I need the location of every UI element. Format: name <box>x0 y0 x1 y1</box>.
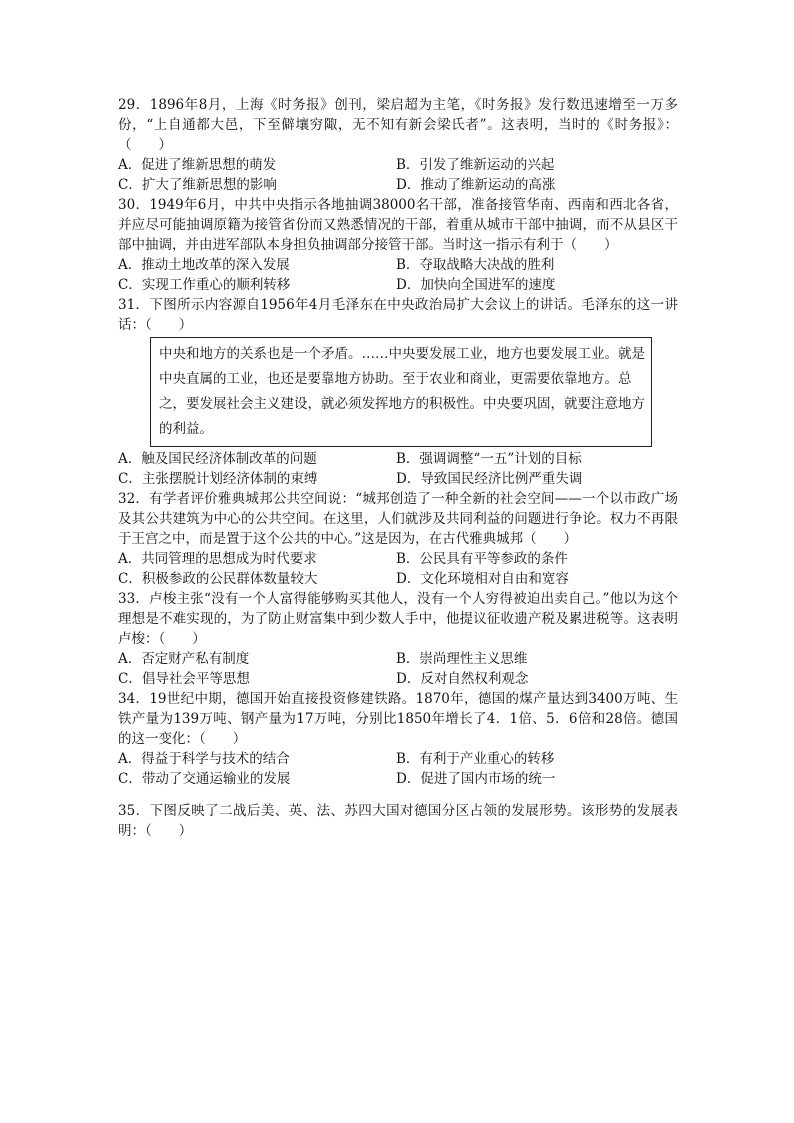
option-a: A．共同管理的思想成为时代要求 <box>118 551 317 567</box>
option-c: C．扩大了维新思想的影响 <box>118 177 277 193</box>
question-stem: 31．下图所示内容源自1956年4月毛泽东在中央政治局扩大会议上的讲话。毛泽东的这一讲话：（ ） <box>118 297 678 333</box>
question-34 <box>118 689 678 789</box>
question-31 <box>118 295 678 489</box>
option-c: C．实现工作重心的顺利转移 <box>118 277 291 293</box>
option-a: A．否定财产私有制度 <box>118 651 250 667</box>
option-b: B．有利于产业重心的转移 <box>396 751 555 767</box>
exam-page <box>118 95 678 841</box>
question-30 <box>118 195 678 295</box>
question-stem: 32．有学者评价雅典城邦公共空间说：“城邦创造了一种全新的社会空间——一个以市政广场及其公共建筑为中心的公共空间。在这里，人们就涉及共同利益的问题进行争论。权力不再限于王宫之中，而是置于这个公共的中心。”这是因为，在古代雅典城邦（ ） <box>118 491 678 547</box>
option-c: C．倡导社会平等思想 <box>118 671 250 687</box>
options <box>118 255 678 295</box>
question-33 <box>118 589 678 689</box>
option-b: B．引发了维新运动的兴起 <box>396 157 555 173</box>
option-c: C．主张摆脱计划经济体制的束缚 <box>118 471 318 487</box>
option-b: B．强调调整“一五”计划的目标 <box>396 451 582 467</box>
question-35 <box>118 801 678 841</box>
question-stem: 34．19世纪中期，德国开始直接投资修建铁路。1870年，德国的煤产量达到3400万吨、生铁产量为139万吨、钢产量为17万吨，分别比1850年增长了4．1倍、5．6倍和28倍。德国的这一变化：（ ） <box>118 691 678 747</box>
option-d: D．导致国民经济比例严重失调 <box>396 471 583 487</box>
option-c: C．带动了交通运输业的发展 <box>118 771 291 787</box>
option-d: D．加快向全国进军的速度 <box>396 277 556 293</box>
option-a: A．得益于科学与技术的结合 <box>118 751 290 767</box>
option-a: A．促进了维新思想的萌发 <box>118 157 277 173</box>
question-stem: 33．卢梭主张“没有一个人富得能够购买其他人，没有一个人穷得被迫出卖自己。”他以为这个理想是不难实现的，为了防止财富集中到少数人手中，他提议征收遗产税及累进税等。这表明卢梭：（ ） <box>118 591 678 647</box>
options <box>118 155 678 195</box>
options <box>118 749 678 789</box>
option-c: C．积极参政的公民群体数量较大 <box>118 571 318 587</box>
option-b: B．崇尚理性主义思维 <box>396 651 528 667</box>
options <box>118 649 678 689</box>
option-d: D．反对自然权利观念 <box>396 671 529 687</box>
question-32 <box>118 489 678 589</box>
question-stem: 35．下图反映了二战后美、英、法、苏四大国对德国分区占领的发展形势。该形势的发展表明：（ ） <box>118 803 678 839</box>
option-a: A．推动土地改革的深入发展 <box>118 257 290 273</box>
question-29 <box>118 95 678 195</box>
option-a: A．触及国民经济体制改革的问题 <box>118 451 317 467</box>
option-d: D．推动了维新运动的高涨 <box>396 177 556 193</box>
question-stem: 30．1949年6月，中共中央指示各地抽调38000名干部，准备接管华南、西南和西北各省，并应尽可能抽调原籍为接管省份而又熟悉情况的干部，着重从城市干部中抽调，而不从县区干部中抽调，并由进军部队本身担负抽调部分接管干部。当时这一指示有利于（ ） <box>118 197 678 253</box>
option-b: B．夺取战略大决战的胜利 <box>396 257 555 273</box>
option-b: B．公民具有平等参政的条件 <box>396 551 568 567</box>
options <box>118 449 678 489</box>
spacer <box>118 789 678 801</box>
quote-box: 中央和地方的关系也是一个矛盾。……中央要发展工业，地方也要发展工业。就是中央直属的工业，也还是要靠地方协助。至于农业和商业，更需要依靠地方。总之，要发展社会主义建设，就必须发挥地方的积极性。中央要巩固，就要注意地方的利益。 <box>150 337 652 447</box>
option-d: D．文化环境相对自由和宽容 <box>396 571 569 587</box>
option-d: D．促进了国内市场的统一 <box>396 771 556 787</box>
options <box>118 549 678 589</box>
question-stem: 29．1896年8月，上海《时务报》创刊，梁启超为主笔，《时务报》发行数迅速增至一万多份，“上自通都大邑，下至僻壤穷陬，无不知有新会梁氏者”。这表明，当时的《时务报》：（ ） <box>118 97 678 153</box>
